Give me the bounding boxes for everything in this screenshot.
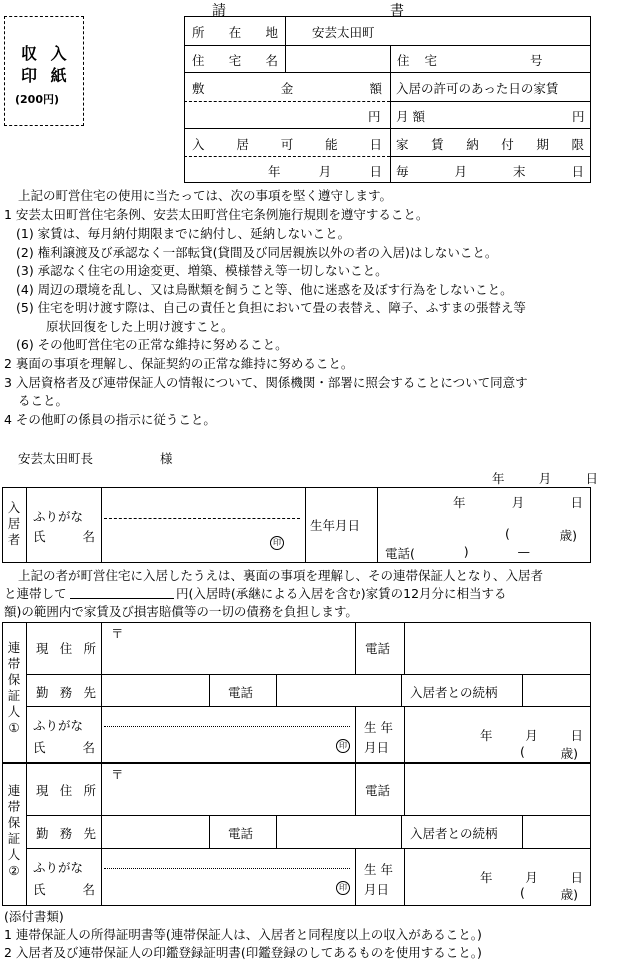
stamp-line2: 印 紙	[21, 66, 71, 85]
item-2: 2 裏面の事項を理解し、保証契約の正常な維持に努めること。	[4, 356, 354, 371]
stamp-amount: (200円)	[15, 93, 60, 106]
guarantor-1-postal-mark: 〒	[111, 626, 124, 641]
move-in-label: 入 居 可 能 日	[192, 137, 382, 152]
attachment-1: 1 連帯保証人の所得証明書等(連帯保証人は、入居者と同程度以上の収入があること。)	[4, 927, 482, 942]
guarantor-1-birth-label-1: 生 年	[364, 720, 393, 735]
addressee: 安芸太田町長	[18, 451, 94, 466]
housing-info-table	[184, 16, 591, 183]
guarantor-1-address-label: 現 住 所	[36, 641, 96, 656]
guarantee-line2b: 円(入居時(承継による入居を含む)家賃の12月分に相当する	[176, 586, 507, 601]
guarantor-2-side-label: 連 帯 保 証 人 ②	[7, 783, 21, 878]
resident-age: ( 歳)	[505, 526, 577, 543]
housing-label: 住 宅	[397, 53, 437, 68]
guarantor-1-relation-label: 入居者との続柄	[410, 685, 498, 700]
guarantee-line2a: と連帯して	[4, 586, 67, 601]
item-1: 1 安芸太田町営住宅条例、安芸太田町営住宅条例施行規則を遵守すること。	[4, 207, 429, 222]
item-1-5: (5) 住宅を明け渡す際は、自己の責任と負担において畳の表替え、障子、ふすまの張替え等	[16, 300, 526, 315]
attachments-heading: (添付書類)	[4, 909, 64, 924]
form-date: 年 月 日	[492, 471, 598, 486]
resident-birth-date: 年 月 日	[453, 495, 583, 510]
guarantor-2-workplace-label: 勤 務 先	[36, 826, 96, 841]
shikikin-label: 敷 金 額	[192, 81, 382, 96]
item-1-2: (2) 権利譲渡及び承認なく一部転貸(貸間及び同居親族以外の者の入居)はしないこと。	[16, 245, 498, 260]
guarantee-line3: 額)の範囲内で家賃及び損害賠償等の一切の債務を負担します。	[4, 604, 358, 619]
item-1-4: (4) 周辺の環境を乱し、又は鳥獣類を飼うこと等、他に迷惑を及ぼす行為をしないこと。	[16, 282, 513, 297]
addressee-sama: 様	[160, 451, 173, 466]
item-1-3: (3) 承認なく住宅の用途変更、増築、模様替え等一切しないこと。	[16, 263, 388, 278]
resident-phone: 電話( ) —	[385, 544, 530, 561]
intro-text: 上記の町営住宅の使用に当たっては、次の事項を堅く遵守します。	[18, 188, 393, 203]
location-value: 安芸太田町	[312, 25, 375, 40]
guarantor-2-birth-date: 年 月 日	[480, 870, 583, 885]
revenue-stamp-box	[4, 16, 84, 126]
guarantor-1-phone-label: 電話	[365, 641, 391, 656]
guarantor-2-name-label: 氏 名	[33, 882, 95, 897]
stamp-line1: 収 入	[21, 44, 71, 63]
guarantor-2-age: ( 歳)	[520, 885, 578, 902]
item-4: 4 その他町の係員の指示に従うこと。	[4, 412, 216, 427]
title-right: 書	[390, 3, 404, 19]
title-left: 請	[212, 3, 226, 19]
guarantor-2-birth-label-1: 生 年	[364, 862, 393, 877]
resident-furigana-label: ふりがな	[33, 509, 84, 524]
guarantor-2-furigana-label: ふりがな	[33, 860, 84, 875]
resident-side-label: 入 居 者	[7, 500, 21, 547]
resident-seal-mark: 印	[270, 536, 284, 550]
number-label: 号	[530, 53, 543, 68]
guarantor-2-address-label: 現 住 所	[36, 783, 96, 798]
guarantor-2-birth-label-2: 月日	[364, 882, 390, 897]
guarantor-1-furigana-label: ふりがな	[33, 718, 84, 733]
each-month-end: 毎 月 末 日	[396, 164, 584, 179]
guarantor-2-postal-mark: 〒	[111, 767, 124, 782]
monthly-yen: 円	[572, 109, 585, 124]
guarantor-1-birth-date: 年 月 日	[480, 728, 583, 743]
guarantor-1-side-label: 連 帯 保 証 人 ①	[7, 640, 21, 735]
resident-name-label: 氏 名	[33, 529, 95, 544]
guarantor-1-work-phone-label: 電話	[228, 685, 254, 700]
rent-due-label: 家 賃 納 付 期 限	[396, 137, 584, 152]
item-1-1: (1) 家賃は、毎月納付期限までに納付し、延納しないこと。	[16, 226, 351, 241]
guarantor-2-relation-label: 入居者との続柄	[410, 826, 498, 841]
item-1-6: (6) その他町営住宅の正常な維持に努めること。	[16, 337, 288, 352]
resident-birth-label: 生年月日	[310, 518, 361, 533]
guarantor-2-seal-mark: 印	[336, 881, 350, 895]
guarantee-line1: 上記の者が町営住宅に入居したうえは、裏面の事項を理解し、その連帯保証人となり、入居者	[18, 568, 544, 583]
attachment-2: 2 入居者及び連帯保証人の印鑑登録証明書(印鑑登録のしてあるものを使用すること。)	[4, 945, 482, 960]
guarantor-2-phone-label: 電話	[365, 783, 391, 798]
item-1-5-cont: 原状回復をした上明け渡すこと。	[46, 319, 234, 334]
move-in-date: 年 月 日	[268, 164, 382, 179]
monthly-label: 月 額	[396, 109, 425, 124]
rent-header: 入居の許可のあった日の家賃	[396, 81, 559, 96]
item-3: 3 入居資格者及び連帯保証人の情報について、関係機関・部署に照会することについて同意す	[4, 375, 528, 390]
shikikin-yen: 円	[368, 109, 381, 124]
location-label: 所 在 地	[192, 25, 278, 40]
guarantor-2-work-phone-label: 電話	[228, 826, 254, 841]
guarantor-1-name-label: 氏 名	[33, 740, 95, 755]
guarantee-amount-line	[70, 598, 174, 599]
housing-name-label: 住 宅 名	[192, 53, 278, 68]
guarantor-1-age: ( 歳)	[520, 744, 578, 761]
guarantor-1-workplace-label: 勤 務 先	[36, 685, 96, 700]
guarantor-1-birth-label-2: 月日	[364, 740, 390, 755]
item-3-cont: ること。	[18, 393, 69, 408]
guarantor-1-seal-mark: 印	[336, 739, 350, 753]
